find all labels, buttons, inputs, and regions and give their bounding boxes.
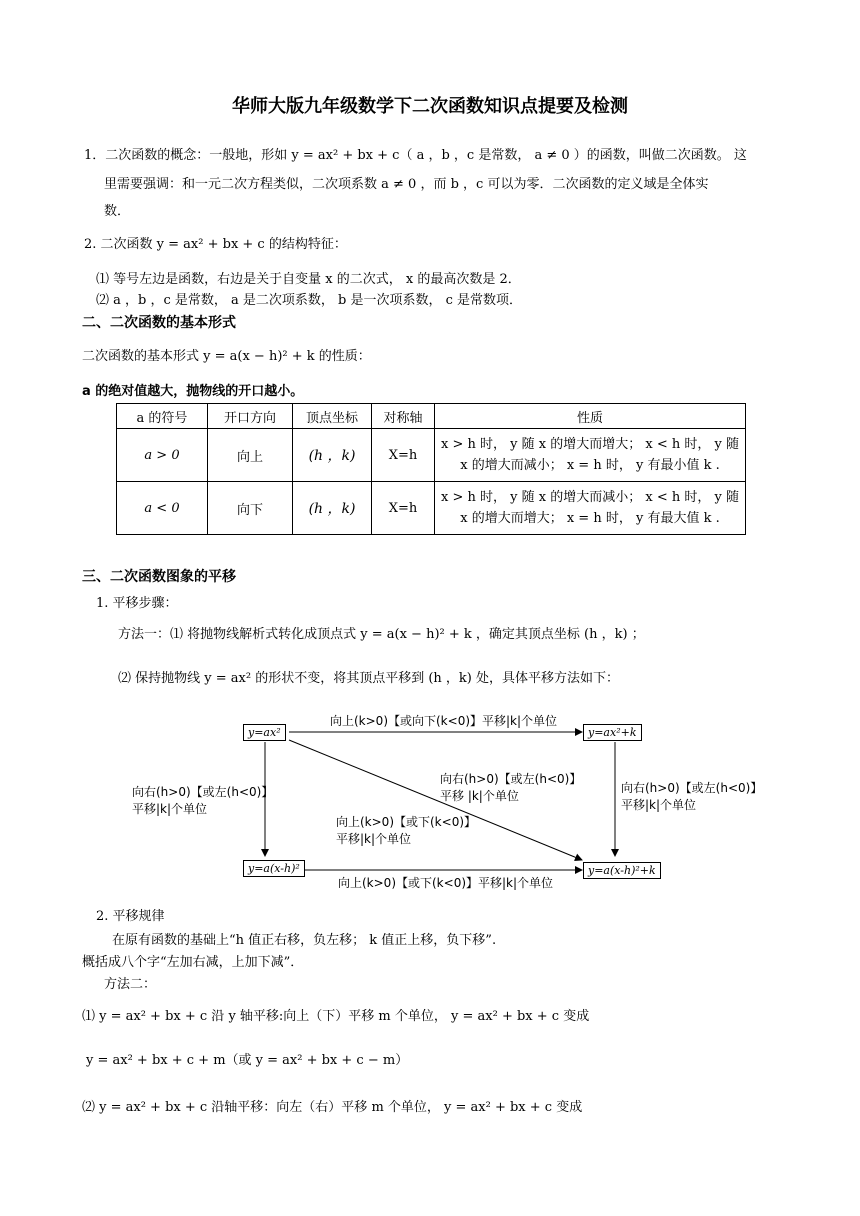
label-diagonal-line-1: 向右(h>0)【或左(h<0)】 bbox=[440, 772, 582, 786]
header-vertex: 顶点坐标 bbox=[293, 404, 372, 429]
formula-box-top-right: y=ax²+k bbox=[583, 724, 642, 741]
cell-vertex: (h ，k) bbox=[293, 482, 372, 535]
label-mid-line-1: 向上(k>0)【或下(k<0)】 bbox=[336, 815, 477, 829]
property-line: x 的增大而增大； x = h 时， y 有最大值 k . bbox=[460, 511, 720, 526]
cell-axis: X=h bbox=[372, 482, 435, 535]
header-sign: a 的符号 bbox=[117, 404, 208, 429]
arrow-diagonal bbox=[289, 740, 582, 860]
formula-box-top-left: y=ax² bbox=[243, 724, 286, 741]
label-left-arrow-line-1: 向右(h>0)【或左(h<0)】 bbox=[132, 785, 274, 799]
cell-sign: a < 0 bbox=[117, 482, 208, 535]
basic-form-intro: 二次函数的基本形式 y = a(x − h)² + k 的性质： bbox=[82, 349, 371, 364]
structure-item-2: ⑵ a ，b ，c 是常数， a 是二次项系数， b 是一次项系数， c 是常数项． bbox=[96, 293, 523, 308]
page-title: 华师大版九年级数学下二次函数知识点提要及检测 bbox=[232, 96, 628, 117]
structure-heading: 2. 二次函数 y = ax² + bx + c 的结构特征： bbox=[84, 237, 347, 252]
abs-value-note: a 的绝对值越大，抛物线的开口越小。 bbox=[82, 384, 304, 399]
label-mid-line-2: 平移|k|个单位 bbox=[336, 832, 412, 846]
formula-box-bottom-left: y=a(x-h)² bbox=[243, 860, 305, 877]
section-3-heading: 三、二次函数图象的平移 bbox=[82, 569, 236, 585]
label-right-arrow-line-1: 向右(h>0)【或左(h<0)】 bbox=[621, 781, 763, 795]
section-2-heading: 二、二次函数的基本形式 bbox=[82, 315, 236, 331]
structure-item-1: ⑴ 等号左边是函数，右边是关于自变量 x 的二次式， x 的最高次数是 2． bbox=[96, 272, 521, 287]
label-diagonal-line-2: 平移 |k|个单位 bbox=[440, 789, 519, 803]
label-bottom-arrow: 向上(k>0)【或下(k<0)】平移|k|个单位 bbox=[338, 876, 554, 890]
method-two-item-2: ⑵ y = ax² + bx + c 沿轴平移：向左（右）平移 m 个单位， y = ax² + bx + c 变成 bbox=[82, 1100, 583, 1115]
cell-direction: 向下 bbox=[208, 482, 293, 535]
rules-title: 2. 平移规律 bbox=[96, 909, 165, 924]
label-left-arrow-line-2: 平移|k|个单位 bbox=[132, 802, 208, 816]
header-direction: 开口方向 bbox=[208, 404, 293, 429]
method-two-title: 方法二： bbox=[104, 977, 157, 992]
rules-line-2: 概括成八个字“左加右减，上加下减”． bbox=[82, 955, 304, 970]
method-one-step-1: 方法一：⑴ 将抛物线解析式转化成顶点式 y = a(x − h)² + k ，确定其顶点坐标 (h ，k) ； bbox=[118, 627, 645, 642]
concept-line-2: 里需要强调：和一元二次方程类似，二次项系数 a ≠ 0 ，而 b ，c 可以为零．二次函数的定义域是全体实 bbox=[104, 177, 709, 192]
property-line: x > h 时， y 随 x 的增大而减小； x < h 时， y 随 bbox=[441, 490, 739, 505]
rules-line-1: 在原有函数的基础上“h 值正右移，负左移； k 值正上移，负下移”. bbox=[112, 933, 497, 948]
method-two-item-1: ⑴ y = ax² + bx + c 沿 y 轴平移:向上（下）平移 m 个单位， y = ax² + bx + c 变成 bbox=[82, 1009, 590, 1024]
cell-vertex: (h ，k) bbox=[293, 429, 372, 482]
label-right-arrow-line-2: 平移|k|个单位 bbox=[621, 798, 697, 812]
cell-axis: X=h bbox=[372, 429, 435, 482]
concept-line-1: 1．二次函数的概念：一般地，形如 y = ax² + bx + c（ a ，b ，c 是常数， a ≠ 0 ）的函数，叫做二次函数。 这 bbox=[84, 148, 747, 163]
cell-sign: a > 0 bbox=[117, 429, 208, 482]
cell-direction: 向上 bbox=[208, 429, 293, 482]
label-top-arrow: 向上(k>0)【或向下(k<0)】平移|k|个单位 bbox=[330, 714, 558, 728]
formula-box-bottom-right: y=a(x-h)²+k bbox=[583, 862, 661, 879]
property-line: x > h 时， y 随 x 的增大而增大； x < h 时， y 随 bbox=[441, 437, 739, 452]
concept-line-3: 数． bbox=[104, 204, 131, 219]
translation-steps-title: 1. 平移步骤： bbox=[96, 596, 178, 611]
header-properties: 性质 bbox=[435, 404, 746, 429]
method-one-step-2: ⑵ 保持抛物线 y = ax² 的形状不变，将其顶点平移到 (h ，k) 处，具体平移方法如下： bbox=[118, 671, 619, 686]
header-axis: 对称轴 bbox=[372, 404, 435, 429]
property-line: x 的增大而减小； x = h 时， y 有最小值 k . bbox=[460, 458, 720, 473]
method-two-item-1-result: y = ax² + bx + c + m（或 y = ax² + bx + c − m） bbox=[86, 1053, 409, 1068]
